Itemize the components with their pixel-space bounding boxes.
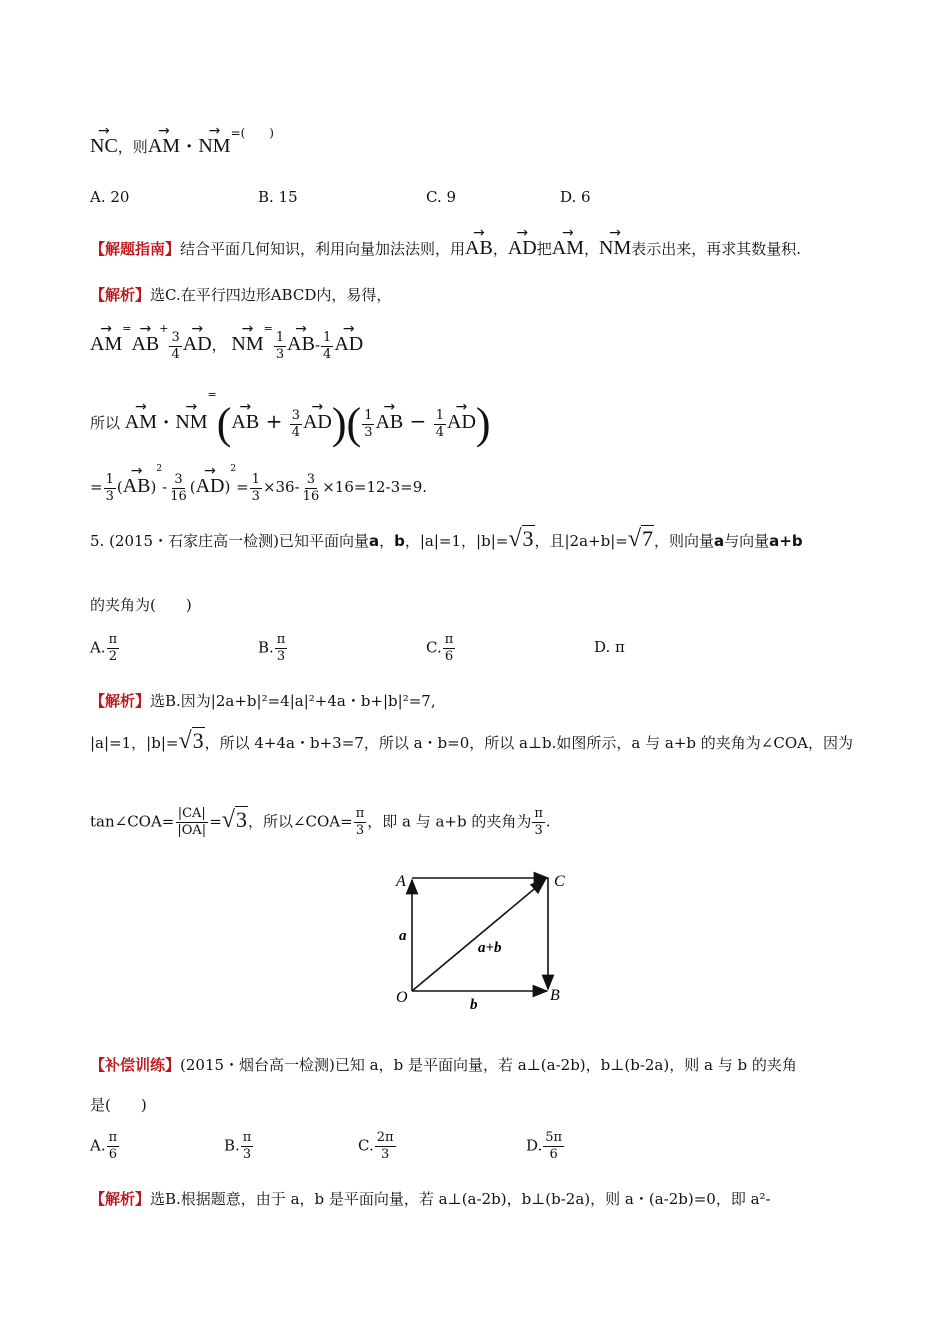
q4-stem-end: =( ): [230, 126, 274, 140]
vector-nm: → NM: [175, 400, 207, 431]
solution-tag: 【解析】: [90, 286, 151, 304]
q5-solution-2: |a|=1，|b|=√3，所以 4+4a・b+3=7，所以 a・b=0，所以 a⊥b.如图所示，a 与 a+b 的夹角为∠COA，因为: [90, 728, 853, 754]
label-vector-ab: a+b: [478, 940, 502, 956]
fraction: $\frac{3}{4}$: [171, 329, 180, 362]
q4-option-a: A. 20: [90, 188, 130, 206]
vector-nm: → NM: [198, 124, 230, 155]
vector-ab: → AB: [375, 400, 403, 431]
fraction: $\frac{1}{4}$: [323, 329, 332, 362]
vector-ab: → AB: [131, 322, 159, 353]
bc-option-b: B. $\frac{\pi}{3}$: [224, 1130, 252, 1162]
vector-am: → AM: [148, 124, 180, 155]
q5-solution-3: tan∠COA= $\frac{|CA|}{|OA|}$ =√3，所以∠COA= $\frac{\pi}{3}$ ，即 a 与 a+b 的夹角为 $\frac{\pi}{3}$ .: [90, 806, 551, 838]
label-c: C: [554, 873, 565, 890]
q5-option-c: C. $\frac{\pi}{6}$: [426, 632, 454, 664]
vector-ad: → AD: [183, 322, 212, 353]
bc-option-c: C. $\frac{2\pi}{3}$: [358, 1130, 394, 1162]
bc-solution: [90, 1188, 771, 1209]
vector-am: → AM: [552, 226, 584, 257]
guide-tag: 【解题指南】: [90, 240, 181, 258]
vector-nc: → NC: [90, 124, 118, 155]
q5-option-d: D. π: [594, 638, 625, 656]
q4-stem-ze: ，则: [117, 138, 148, 156]
q4-guide: 【解题指南】结合平面几何知识，利用向量加法法则，用→ AB，→ AD把→ AM，→ NM表示出来，再求其数量积.: [90, 226, 801, 259]
q4-option-d: D. 6: [560, 188, 591, 206]
bc-option-d: D. $\frac{5\pi}{6}$: [526, 1130, 563, 1162]
label-b: B: [550, 987, 560, 1004]
solution-text: 选B.因为|2a+b|²=4|a|²+4a・b+|b|²=7,: [150, 692, 436, 710]
sqrt-3: √3: [178, 728, 204, 754]
bc-stem-text: (2015・烟台高一检测)已知 a，b 是平面向量，若 a⊥(a-2b)，b⊥(b-2a)，则 a 与 b 的夹角: [180, 1056, 797, 1074]
vector-nm: → NM: [599, 226, 631, 257]
vector-ab: → AB: [465, 226, 493, 257]
vector-ad: → AD: [447, 400, 476, 431]
vector-ab-arrow: [412, 880, 545, 991]
q4-equation-1: → AM=→ AB+ $\frac{3}{4}$ → AD， → NM= $\frac{1}{3}$ → AB- $\frac{1}{4}$ → AD: [90, 322, 363, 363]
vector-ad: → AD: [508, 226, 537, 257]
vector-am: → AM: [125, 400, 157, 431]
solution-text: 选C.在平行四边形ABCD内，易得，: [150, 286, 392, 304]
label-a: A: [396, 873, 406, 890]
vector-nm: → NM: [231, 322, 263, 353]
sqrt-3: √3: [221, 806, 247, 833]
vector-ad: → AD: [196, 464, 225, 495]
q5-stem-2: 的夹角为( ): [90, 596, 192, 614]
guide-ba: 把: [536, 240, 552, 258]
solution-tag: 【解析】: [90, 1190, 151, 1208]
guide-text: 结合平面几何知识，利用向量加法法则，用: [180, 240, 466, 258]
solution-text: 选B.根据题意，由于 a，b 是平面向量，若 a⊥(a-2b)，b⊥(b-2a)，则 a・(a-2b)=0，即 a²-: [150, 1190, 771, 1208]
vector-ab: → AB: [123, 464, 151, 495]
label-vector-a: a: [399, 928, 407, 944]
q5-solution-1: [90, 690, 436, 711]
bc-stem: [90, 1054, 797, 1075]
q5-option-b: B. $\frac{\pi}{3}$: [258, 632, 286, 664]
label-o: O: [396, 989, 408, 1006]
label-vector-b: b: [470, 997, 478, 1013]
q4-equation-2: 所以 → AM ·→ NM=(→ AB + $\frac{3}{4}$ → AD)( $\frac{1}{3}$ → AB − $\frac{1}{4}$ → AD): [90, 388, 491, 444]
bc-stem-2: 是( ): [90, 1096, 147, 1114]
vector-ad: → AD: [334, 322, 363, 353]
sqrt-3: √3: [508, 526, 534, 552]
bc-tag: 【补偿训练】: [90, 1056, 181, 1074]
vector-ab: → AB: [287, 322, 315, 353]
solution-tag: 【解析】: [90, 692, 151, 710]
vector-diagram: [390, 866, 580, 1016]
fraction: $\frac{1}{3}$: [275, 329, 285, 362]
q5-stem: 5. (2015・石家庄高一检测)已知平面向量a，b，|a|=1，|b|=√3，且|2a+b|=√7，则向量a与向量a+b: [90, 526, 803, 552]
bc-option-a: A. $\frac{\pi}{6}$: [90, 1130, 118, 1162]
q4-solution-intro: [90, 284, 391, 305]
guide-text-2: 表示出来，再求其数量积.: [631, 240, 802, 258]
q4-option-b: B. 15: [258, 188, 298, 206]
vector-ab: → AB: [231, 400, 259, 431]
q4-equation-3: = $\frac{1}{3}$ (→ AB)$^2$- $\frac{3}{16}$ (→ AD)$^2$= $\frac{1}{3}$ ×36- $\frac{3}{16}$ ×16=12-3=9.: [90, 464, 427, 505]
q4-stem: → NC，则→ AM ·→ NM=( ): [90, 124, 274, 157]
vector-am: → AM: [90, 322, 122, 353]
q4-option-c: C. 9: [426, 188, 457, 206]
q5-option-a: A. $\frac{\pi}{2}$: [90, 632, 118, 664]
sqrt-7: √7: [627, 526, 654, 552]
suoyi-text: 所以: [90, 414, 121, 432]
vector-ad: → AD: [303, 400, 332, 431]
